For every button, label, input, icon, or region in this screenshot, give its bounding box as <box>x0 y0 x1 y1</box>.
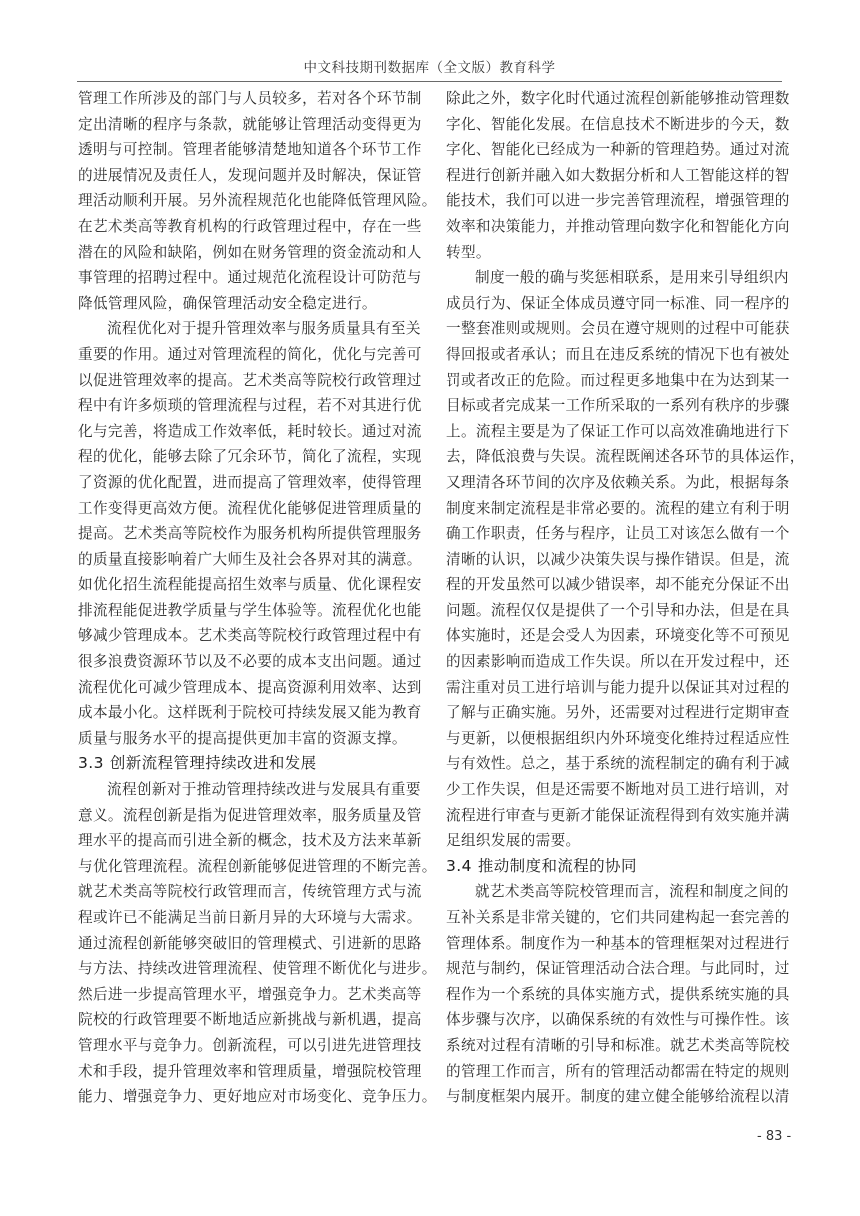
text-line: 成员行为、保证全体成员遵守同一标准、同一程序的 <box>446 294 790 312</box>
section-heading-3-3 <box>78 751 415 777</box>
text-line: 很多浪费资源环节以及不必要的成本支出问题。通过 <box>78 653 422 671</box>
text-line: 罚或者改正的危险。而过程更多地集中在为达到某一 <box>446 371 790 389</box>
paragraph <box>78 86 437 316</box>
text-line: 理活动顺利开展。另外流程规范化也能降低管理风险。 <box>78 192 437 210</box>
text-line: 了资源的优化配置，进而提高了管理效率，使得管理 <box>78 473 422 491</box>
text-line: 程的开发虽然可以减少错误率，却不能充分保证不出 <box>446 576 790 594</box>
text-line: 与制度框架内展开。制度的建立健全能够给流程以清 <box>446 1088 790 1106</box>
text-line: 以促进管理效率的提高。艺术类高等院校行政管理过 <box>78 371 422 389</box>
text-line: 意义。流程创新是指为促进管理效率，服务质量及管 <box>78 806 422 824</box>
text-line: 管理工作所涉及的部门与人员较多，若对各个环节制 <box>78 90 422 107</box>
text-line: 制度一般的确与奖惩相联系，是用来引导组织内 <box>475 269 789 287</box>
text-line: 流程进行审查与更新才能保证流程得到有效实施并满 <box>446 806 790 824</box>
text-line: 然后进一步提高管理水平，增强竞争力。艺术类高等 <box>78 985 422 1003</box>
text-line: 能技术，我们可以进一步完善管理流程，增强管理的 <box>446 192 790 210</box>
text-line: 透明与可控制。管理者能够清楚地知道各个环节工作 <box>78 141 422 159</box>
text-line: 与方法、持续改进管理流程、使管理不断优化与进步。 <box>78 960 437 978</box>
text-line: 程的优化，能够去除了冗余环节，简化了流程，实现 <box>78 448 422 466</box>
text-line: 效率和决策能力，并推动管理向数字化和智能化方向 <box>446 217 790 235</box>
section-number: 3.3 <box>78 754 104 773</box>
text-line: 的因素影响而造成工作失误。所以在开发过程中，还 <box>446 653 790 671</box>
text-line: 流程创新对于推动管理持续改进与发展具有重要 <box>107 781 421 799</box>
text-line: 化与完善，将造成工作效率低，耗时较长。通过对流 <box>78 422 422 440</box>
text-line: 的质量直接影响着广大师生及社会各界对其的满意。 <box>78 550 422 568</box>
paragraph <box>78 316 422 751</box>
text-line: 理水平的提高而引进全新的概念，技术及方法来革新 <box>78 832 422 850</box>
text-line: 了解与正确实施。另外，还需要对过程进行定期审查 <box>446 704 790 722</box>
section-number: 3.4 <box>446 856 472 875</box>
text-line: 定出清晰的程序与条款，就能够让管理活动变得更为 <box>78 115 422 133</box>
text-line: 流程优化对于提升管理效率与服务质量具有至关 <box>107 320 421 338</box>
page-number: - 83 - <box>757 1129 792 1144</box>
paragraph <box>446 86 790 265</box>
text-line: 程或许已不能满足当前日新月异的大环境与大需求。 <box>78 909 422 926</box>
text-line: 通过流程创新能够突破旧的管理模式、引进新的思路 <box>78 934 422 952</box>
running-header <box>77 60 782 82</box>
text-line: 一整套准则或规则。会员在遵守规则的过程中可能获 <box>446 320 790 338</box>
text-line: 够减少管理成本。艺术类高等院校行政管理过程中有 <box>78 627 422 645</box>
text-line: 目标或者完成某一工作所采取的一系列有秩序的步骤 <box>446 397 790 415</box>
text-line: 上。流程主要是为了保证工作可以高效准确地进行下 <box>446 422 790 440</box>
text-line: 系统对过程有清晰的引导和标准。就艺术类高等院校 <box>446 1036 790 1054</box>
text-line: 制度来制定流程是非常必要的。流程的建立有利于明 <box>446 499 790 517</box>
text-line: 得回报或者承认；而且在违反系统的情况下也有被处 <box>446 345 790 363</box>
text-line: 术和手段，提升管理效率和管理质量，增强院校管理 <box>78 1062 422 1080</box>
text-line: 成本最小化。这样既利于院校可持续发展又能为教育 <box>78 704 422 722</box>
text-line: 程作为一个系统的具体实施方式，提供系统实施的具 <box>446 985 790 1003</box>
text-line: 体步骤与次序，以确保系统的有效性与可操作性。该 <box>446 1011 790 1029</box>
text-line: 排流程能促进教学质量与学生体验等。流程优化也能 <box>78 601 422 619</box>
text-line: 能力、增强竞争力、更好地应对市场变化、竞争压力。 <box>78 1088 437 1106</box>
text-line: 除此之外，数字化时代通过流程创新能够推动管理数 <box>446 90 790 107</box>
text-line: 与更新，以便根据组织内外环境变化维持过程适应性 <box>446 729 790 747</box>
text-line: 转型。 <box>446 243 491 261</box>
text-line: 潜在的风险和缺陷，例如在财务管理的资金流动和人 <box>78 243 422 261</box>
text-line: 清晰的认识，以减少决策失误与操作错误。但是，流 <box>446 550 790 568</box>
text-line: 规范与制约，保证管理活动合法合理。与此同时，过 <box>446 960 790 978</box>
section-title: 创新流程管理持续改进和发展 <box>109 754 317 773</box>
paragraph <box>446 265 805 854</box>
text-line: 程进行创新并融入如大数据分析和人工智能这样的智 <box>446 166 790 184</box>
section-title: 推动制度和流程的协同 <box>477 856 637 875</box>
text-line: 重要的作用。通过对管理流程的简化，优化与完善可 <box>78 345 422 363</box>
right-column <box>446 86 805 1110</box>
text-line: 工作变得更高效方便。流程优化能够促进管理质量的 <box>78 499 422 517</box>
text-line: 就艺术类高等院校行政管理而言，传统管理方式与流 <box>78 883 422 901</box>
text-line: 问题。流程仅仅是提供了一个引导和办法，但是在具 <box>446 601 790 619</box>
text-line: 管理水平与竞争力。创新流程，可以引进先进管理技 <box>78 1036 422 1054</box>
left-column <box>78 86 437 1110</box>
text-line: 确工作职责，任务与程序，让员工对该怎么做有一个 <box>446 525 790 543</box>
text-line: 又理清各环节间的次序及依赖关系。为此，根据每条 <box>446 473 790 491</box>
text-line: 降低管理风险，确保管理活动安全稳定进行。 <box>78 294 377 312</box>
text-line: 如优化招生流程能提高招生效率与质量、优化课程安 <box>78 576 422 594</box>
text-line: 少工作失误，但是还需要不断地对员工进行培训，对 <box>446 781 790 799</box>
paragraph <box>78 777 437 1110</box>
text-line: 提高。艺术类高等院校作为服务机构所提供管理服务 <box>78 525 422 543</box>
text-line: 与优化管理流程。流程创新能够促进管理的不断完善。 <box>78 857 437 875</box>
text-line: 在艺术类高等教育机构的行政管理过程中，存在一些 <box>78 217 422 235</box>
text-line: 程中有许多烦琐的管理流程与过程，若不对其进行优 <box>78 397 422 415</box>
text-line: 质量与服务水平的提高提供更加丰富的资源支撑。 <box>78 729 407 747</box>
section-heading-3-4 <box>446 854 784 880</box>
text-line: 事管理的招聘过程中。通过规范化流程设计可防范与 <box>78 269 422 287</box>
text-line: 互补关系是非常关键的，它们共同建构起一套完善的 <box>446 909 790 926</box>
text-line: 与有效性。总之，基于系统的流程制定的确有利于减 <box>446 755 790 773</box>
text-line: 字化、智能化已经成为一种新的管理趋势。通过对流 <box>446 141 790 159</box>
text-line: 的管理工作而言，所有的管理活动都需在特定的规则 <box>446 1062 790 1080</box>
text-line: 足组织发展的需要。 <box>446 832 581 850</box>
text-line: 需注重对员工进行培训与能力提升以保证其对过程的 <box>446 678 790 696</box>
text-line: 管理体系。制度作为一种基本的管理框架对过程进行 <box>446 934 790 952</box>
text-line: 字化、智能化发展。在信息技术不断进步的今天，数 <box>446 115 790 133</box>
text-line: 就艺术类高等院校管理而言，流程和制度之间的 <box>475 883 789 901</box>
text-line: 院校的行政管理要不断地适应新挑战与新机遇，提高 <box>78 1011 422 1029</box>
paragraph <box>446 879 790 1109</box>
text-line: 去，降低浪费与失误。流程既阐述各环节的具体运作， <box>446 448 805 466</box>
text-line: 流程优化可减少管理成本、提高资源利用效率、达到 <box>78 678 422 696</box>
text-line: 的进展情况及责任人，发现问题并及时解决，保证管 <box>78 166 422 184</box>
text-line: 体实施时，还是会受人为因素，环境变化等不可预见 <box>446 627 790 645</box>
journal-title: 中文科技期刊数据库（全文版）教育科学 <box>303 60 556 76</box>
